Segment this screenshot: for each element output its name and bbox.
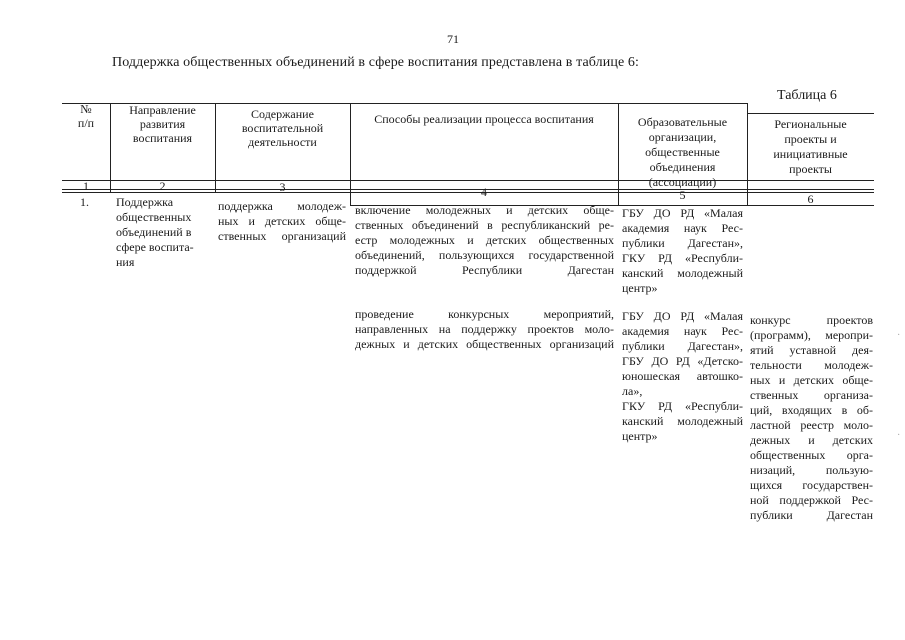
row-number: 1. bbox=[80, 195, 89, 209]
header-number: № п/п bbox=[77, 102, 95, 130]
header-direction: Направление развития воспитания bbox=[129, 103, 196, 145]
column-number-2: 2 bbox=[159, 179, 166, 193]
page-number: 71 bbox=[447, 32, 459, 46]
column-number-3: 3 bbox=[279, 180, 286, 194]
row-direction: Поддержка общественных объединений в сфере воспита- ния bbox=[116, 195, 194, 269]
column-number-4: 4 bbox=[481, 185, 487, 199]
row-method-2: проведение конкурсных мероприятий, направленных на поддержку проектов моло- дежных и детских общественных организаций bbox=[355, 307, 614, 351]
intro-paragraph: Поддержка общественных объединений в сфере воспитания представлена в таблице 6: bbox=[112, 55, 639, 70]
header-content: Содержание воспитательной деятельности bbox=[241, 107, 324, 149]
row-projects: конкурс проектов (программ), меропри- ятий уставной дея- тельности молодеж- ных и детских обще- ственных организа- ций, входящих в об- ластной реестр моло- дежных и детских общественных орга- низаций, пользую- щихся государствен- ной поддержкой Рес- публики Дагестан bbox=[750, 313, 873, 522]
row-content: поддержка молодеж- ных и детских обще- ственных организаций bbox=[218, 199, 346, 243]
header-projects: Региональные проекты и инициативные проекты bbox=[773, 117, 848, 176]
scan-mark: · bbox=[897, 330, 901, 341]
header-methods: Способы реализации процесса воспитания bbox=[374, 112, 594, 126]
column-number-6: 6 bbox=[807, 192, 814, 206]
row-organizations-1: ГБУ ДО РД «Малая академия наук Рес- публики Дагестан», ГКУ РД «Республи- канский молодежный центр» bbox=[622, 206, 743, 295]
row-organizations-2: ГБУ ДО РД «Малая академия наук Рес- публики Дагестан», ГБУ ДО РД «Детско- юношеская автошко- ла», ГКУ РД «Республи- канский молодежный центр» bbox=[622, 309, 743, 443]
table-caption: Таблица 6 bbox=[777, 88, 837, 103]
column-number-1: 1 bbox=[83, 179, 89, 193]
table-top-border-col6 bbox=[747, 113, 874, 114]
header-organizations: Образовательные организации, общественные объединения (ассоциации) bbox=[637, 115, 728, 189]
column-number-5: 5 bbox=[679, 188, 686, 202]
row-method-1: включение молодежных и детских обще- ственных объединений в республиканский ре- естр молодежных и детских общественных объединений, пользующихся государственной поддержкой Республики Дагестан bbox=[355, 203, 614, 277]
scan-mark: · bbox=[897, 430, 901, 441]
